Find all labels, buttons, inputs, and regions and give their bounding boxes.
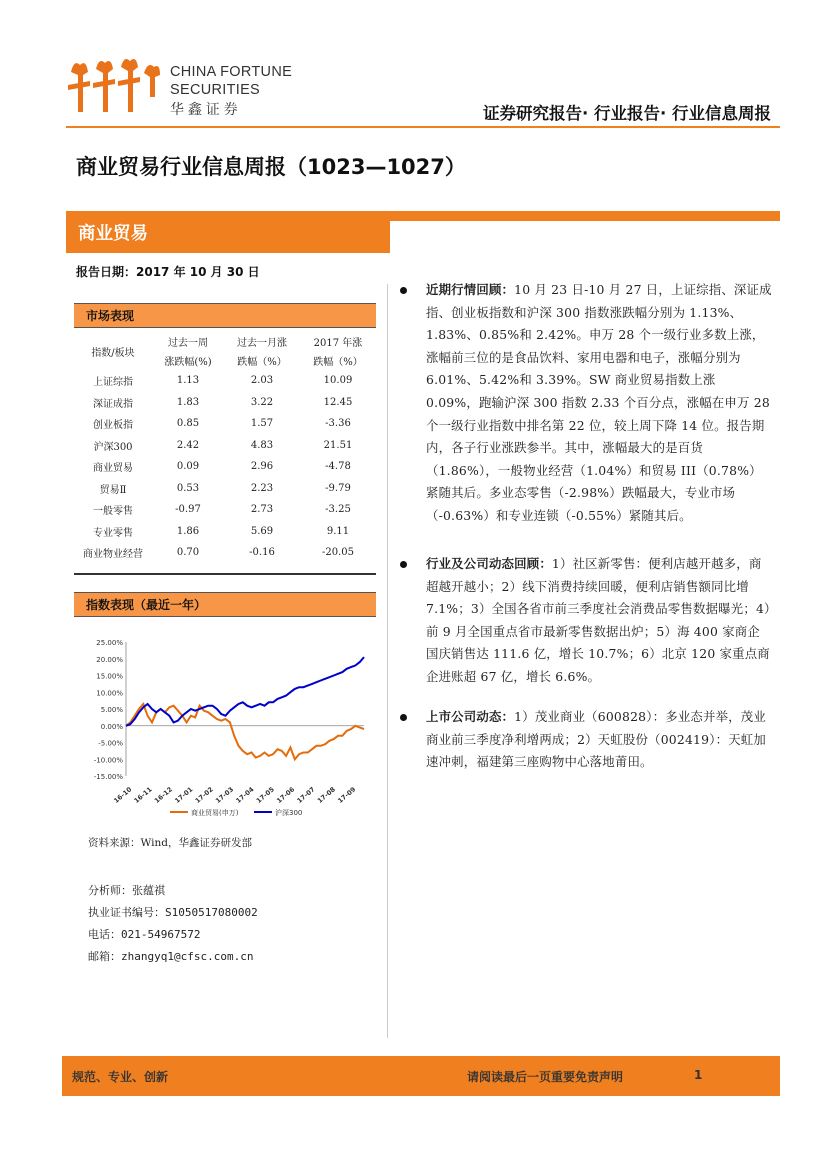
value-cell: 2.96 (250, 461, 274, 473)
value-cell: 21.51 (323, 439, 353, 451)
x-tick-label: 16-10 (112, 785, 134, 805)
analyst-phone: 电话：021-54967572 (88, 928, 201, 941)
report-category: 证券研究报告· 行业报告· 行业信息周报 (482, 104, 771, 123)
report-date: 报告日期：2017 年 10 月 30 日 (76, 265, 260, 279)
row-label-cell: 专业零售 (93, 527, 133, 539)
bullet-text: 10 月 23 日-10 月 27 日，上证综指、深证成指、创业板指数和沪深 300 指数涨跌幅分别为 1.13%、1.83%、0.85%和 2.42%。申万 28 个一级行业多数上涨，涨幅前三位的是食品饮料、家用电器和电子，涨幅分别为 6.01%、5.42%和 3.39%。SW 商业贸易指数上涨 0.09%，跑输沪深 300 指数 2.33 个百分点，涨幅在申万 28 个一级行业指数中排名第 22 位，较上周下降 14 位。报告期内，各子行业涨跌参半。其中，涨幅最大的是百货（1.86%），一般物业经营（1.04%）和贸易 III（0.78%）紧随其后。多业态零售（-2.98%）跌幅最大，专业市场（-0.63%）和专业连锁（-0.55%）紧随其后。 (426, 282, 772, 523)
col-header-2a: 过去一月涨 (237, 338, 287, 349)
bullet-company-news (426, 706, 772, 774)
value-cell: 3.22 (250, 396, 274, 408)
value-cell: 12.45 (323, 396, 353, 408)
table-header-row (74, 332, 376, 351)
footer-bar (62, 1056, 780, 1096)
row-label-cell: 深证成指 (93, 398, 133, 410)
value-cell: 0.85 (176, 418, 200, 430)
table-header-cell (74, 332, 152, 370)
analyst-email[interactable]: 邮箱：zhangyq1@cfsc.com.cn (88, 950, 254, 963)
value-cell: 4.83 (250, 439, 274, 451)
table-bottom-rule (74, 573, 376, 575)
bullet-text: 1）茂业商业（600828）：多业态并举，茂业商业前三季度净利增两成；2）天虹股份（002419）：天虹加速冲刺，福建第三座购物中心落地莆田。 (426, 709, 766, 770)
table-row (74, 456, 376, 478)
bullet-dot (400, 287, 407, 294)
table-row (74, 521, 376, 543)
y-tick-label: 0.00% (100, 722, 123, 731)
x-tick-label: 17-02 (193, 785, 215, 805)
value-cell: 1.57 (250, 418, 274, 430)
x-tick-label: 17-08 (315, 785, 337, 805)
value-cell: 2.42 (176, 439, 200, 451)
sector-bar (66, 211, 390, 253)
value-cell: -3.36 (325, 418, 351, 430)
value-cell: 0.09 (176, 461, 200, 473)
x-tick-label: 17-07 (295, 785, 317, 805)
logo-text-en-2: SECURITIES (170, 82, 261, 98)
row-label-cell: 沪深300 (93, 441, 133, 453)
x-tick-label: 17-01 (173, 785, 195, 805)
col-header-2b: 跌幅（%） (237, 357, 287, 368)
footer-disclaimer[interactable]: 请阅读最后一页重要免责声明 (467, 1070, 624, 1084)
row-label-cell: 一般零售 (93, 506, 133, 518)
value-cell: 1.83 (176, 396, 200, 408)
analyst-name: 分析师：张蕴祺 (88, 884, 165, 897)
legend-label: 商业贸易(申万) (191, 809, 239, 817)
row-label-cell: 商业物业经营 (83, 549, 143, 561)
x-tick-label: 17-04 (234, 785, 256, 805)
page-number: 1 (694, 1068, 703, 1082)
x-tick-label: 16-12 (152, 785, 175, 805)
table-row (74, 542, 376, 564)
value-cell: 2.73 (250, 504, 274, 516)
index-line-chart (78, 630, 378, 820)
market-box-title: 市场表现 (74, 303, 376, 328)
value-cell: 5.69 (250, 525, 274, 537)
col-header-1b: 涨跌幅(%) (164, 357, 212, 368)
table-row (74, 478, 376, 500)
page-title: 商业贸易行业信息周报（1023—1027） (76, 155, 466, 179)
col-header-3a: 2017 年涨 (313, 338, 363, 349)
x-tick-label: 17-03 (214, 785, 236, 805)
y-tick-label: 5.00% (100, 706, 123, 714)
y-tick-label: 25.00% (96, 639, 123, 647)
row-label-cell: 创业板指 (93, 420, 133, 432)
y-tick-label: 10.00% (96, 689, 123, 698)
y-tick-label: -5.00% (98, 739, 123, 748)
y-tick-label: 20.00% (96, 655, 123, 664)
x-tick-label: 17-06 (275, 785, 297, 805)
value-cell: 1.86 (176, 525, 200, 537)
col-header-3b: 跌幅（%） (313, 357, 363, 368)
bullet-dot (400, 714, 407, 721)
analyst-cert: 执业证书编号：S1050517080002 (88, 906, 258, 919)
col-header-index: 指数/板块 (91, 347, 135, 359)
value-cell: 0.53 (176, 482, 200, 494)
value-cell: -9.79 (325, 482, 351, 494)
value-cell: 0.70 (176, 547, 200, 559)
market-table-body (74, 370, 376, 564)
row-label-cell: 商业贸易 (93, 463, 133, 475)
row-label-cell: 贸易Ⅱ (99, 484, 127, 496)
series-line-hs300 (126, 657, 364, 726)
footer-slogan: 规范、专业、创新 (72, 1070, 169, 1084)
x-tick-label: 16-11 (132, 785, 154, 805)
table-row (74, 392, 376, 414)
bullet-label: 行业及公司动态回顾： (426, 556, 552, 571)
sector-label: 商业贸易 (78, 224, 148, 244)
bullet-label: 近期行情回顾： (426, 282, 515, 297)
logo-text-cn: 华 鑫 证 券 (170, 101, 238, 117)
y-tick-label: -10.00% (93, 756, 123, 765)
value-cell: 10.09 (323, 375, 353, 387)
logo-text-en-1: CHINA FORTUNE (170, 64, 293, 80)
bullet-market-review (426, 279, 772, 528)
value-cell: -4.78 (325, 461, 351, 473)
series-line-commerce (126, 704, 364, 759)
legend-label: 沪深300 (275, 809, 303, 817)
value-cell: -0.16 (249, 547, 275, 559)
bullet-industry-news (426, 553, 772, 689)
value-cell: -0.97 (175, 504, 201, 516)
value-cell: 9.11 (326, 525, 350, 537)
value-cell: 2.23 (250, 482, 274, 494)
bullet-text: 1）社区新零售：便利店越开越多，商超越开越小；2）线下消费持续回暖，便利店销售额同比增 7.1%；3）全国各省市前三季度社会消费品零售数据曝光；4）前 9 月全国重点省市最新零售数据出炉；5）海 400 家商企国庆销售达 111.6 亿，增长 10.7%；6）北京 120 家重点商企进账超 67 亿，增长 6.6%。 (426, 556, 771, 684)
x-tick-label: 17-05 (254, 785, 276, 805)
table-row (74, 435, 376, 457)
x-tick-label: 17-09 (336, 785, 358, 805)
bullet-label: 上市公司动态： (426, 709, 515, 724)
column-divider (387, 284, 388, 1038)
header-rule (66, 126, 780, 128)
value-cell: 2.03 (250, 375, 274, 387)
y-tick-label: -15.00% (93, 773, 123, 781)
table-row (74, 413, 376, 435)
value-cell: -3.25 (325, 504, 351, 516)
company-logo (66, 57, 162, 117)
source-note: 资料来源：Wind，华鑫证券研发部 (88, 837, 252, 849)
value-cell: -20.05 (321, 547, 354, 559)
bullet-dot (400, 561, 407, 568)
value-cell: 1.13 (176, 375, 200, 387)
row-label-cell: 上证综指 (93, 377, 133, 389)
market-table (74, 332, 376, 564)
col-header-1a: 过去一周 (168, 338, 208, 349)
y-tick-label: 15.00% (96, 672, 123, 681)
table-row (74, 499, 376, 521)
index-box-title: 指数表现（最近一年） (74, 592, 376, 617)
table-row (74, 370, 376, 392)
